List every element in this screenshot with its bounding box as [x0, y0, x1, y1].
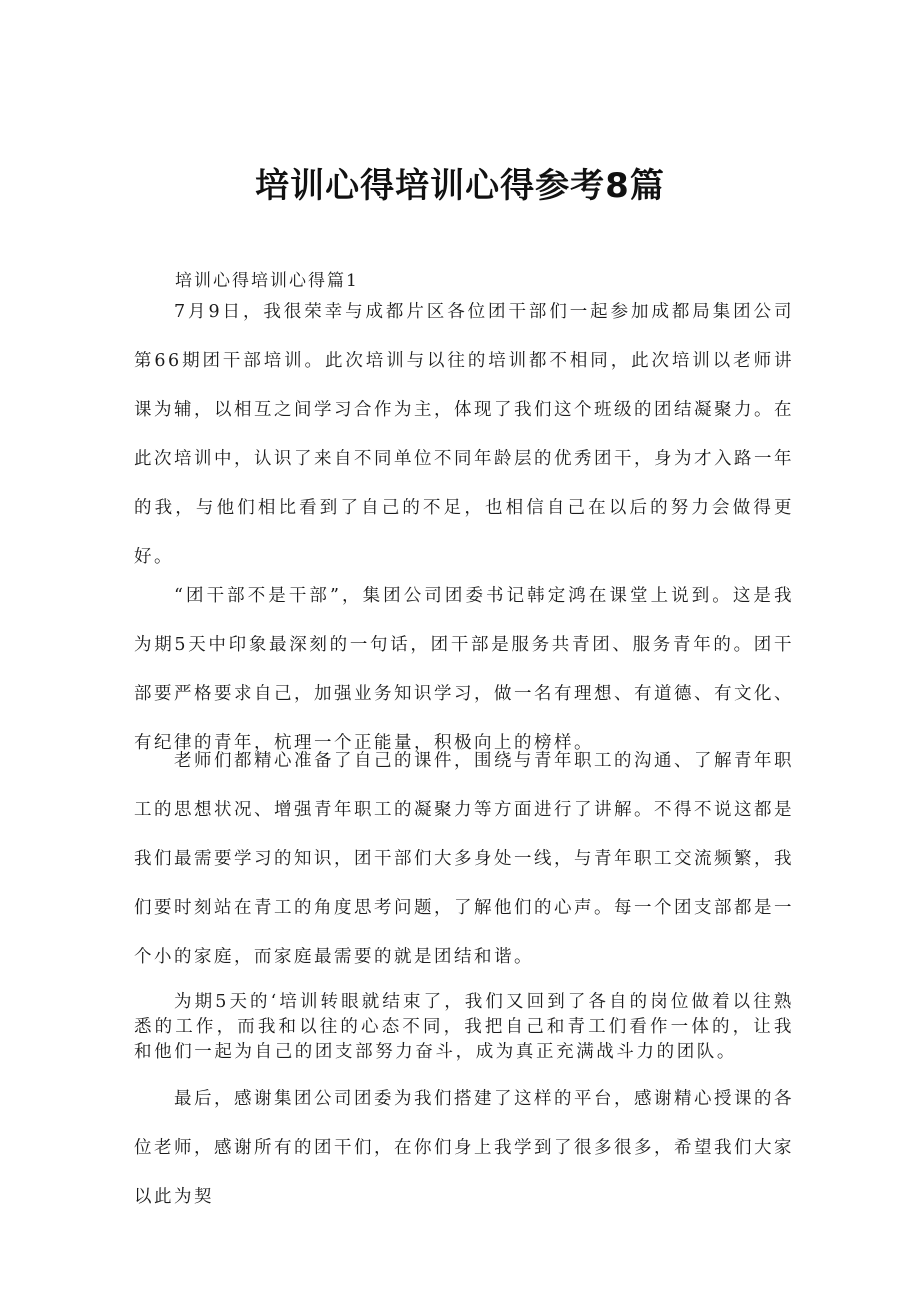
- paragraph: 为期5天的‘培训转眼就结束了，我们又回到了各自的岗位做着以往熟悉的工作，而我和以往的心态不同，我把自己和青工们看作一体的，让我和他们一起为自己的团支部努力奋斗，成为真正充满战斗力的团队。: [134, 992, 794, 1062]
- paragraph: 老师们都精心准备了自己的课件，围绕与青年职工的沟通、了解青年职工的思想状况、增强青年职工的凝聚力等方面进行了讲解。不得不说这都是我们最需要学习的知识，团干部们大多身处一线，与青年职工交流频繁，我们要时刻站在青工的角度思考问题，了解他们的心声。每一个团支部都是一个小的家庭，而家庭最需要的就是团结和谐。: [134, 751, 794, 967]
- section-heading: 培训心得培训心得篇1: [175, 271, 359, 291]
- paragraph: 7月9日，我很荣幸与成都片区各位团干部们一起参加成都局集团公司第66期团干部培训。此次培训与以往的培训都不相同，此次培训以老师讲课为辅，以相互之间学习合作为主，体现了我们这个班级的团结凝聚力。在此次培训中，认识了来自不同单位不同年龄层的优秀团干，身为才入路一年的我，与他们相比看到了自己的不足，也相信自己在以后的努力会做得更好。: [134, 302, 794, 567]
- paragraph: 最后，感谢集团公司团委为我们搭建了这样的平台，感谢精心授课的各位老师，感谢所有的团干们，在你们身上我学到了很多很多，希望我们大家以此为契: [134, 1089, 794, 1207]
- paragraph: “团干部不是干部”，集团公司团委书记韩定鸿在课堂上说到。这是我为期5天中印象最深刻的一句话，团干部是服务共青团、服务青年的。团干部要严格要求自己，加强业务知识学习，做一名有理想、有道德、有文化、有纪律的青年，杭理一个正能量，积极向上的榜样。: [134, 586, 794, 753]
- document-title: 培训心得培训心得参考8篇: [255, 166, 665, 206]
